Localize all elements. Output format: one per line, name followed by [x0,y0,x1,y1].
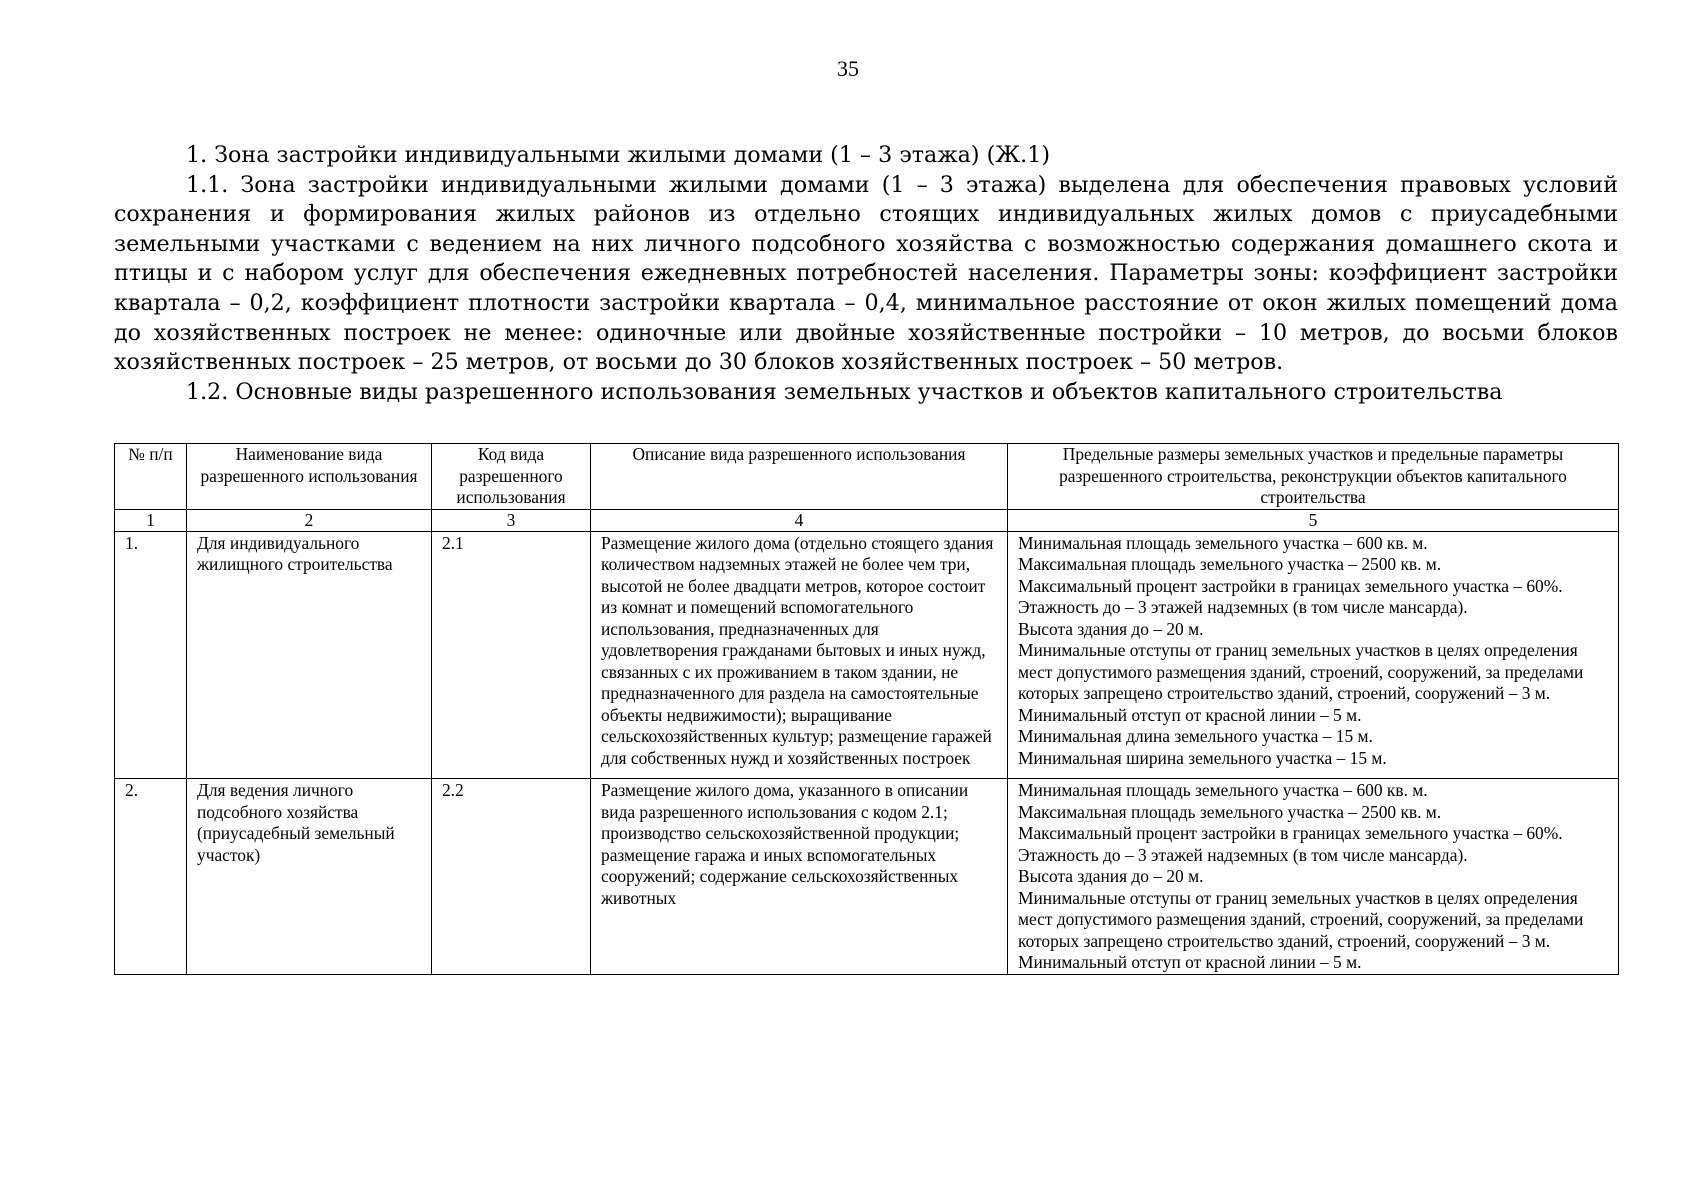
limit-line: Минимальная площадь земельного участка – 600 кв. м. [1018,532,1428,553]
table-row [115,779,1619,975]
table-column-numbers-row [115,509,1619,531]
header-number: № п/п [115,444,187,510]
table-header-row [115,444,1619,510]
use-limits [1008,779,1619,975]
column-number: 1 [115,509,187,531]
limit-line: Минимальные отступы от границ земельных участков в целях определения мест допустимого размещения зданий, строений, сооружений, за пределами которых запрещено строительство зданий, строений, сооружений – 3 м. [1018,887,1584,951]
limit-line: Минимальная длина земельного участка – 15 м. [1018,726,1373,746]
limit-line: Максимальная площадь земельного участка – 2500 кв. м. [1018,801,1442,822]
table-row [115,531,1619,779]
use-code: 2.1 [432,531,591,779]
header-use-description: Описание вида разрешенного использования [591,444,1008,510]
limit-line: Минимальные отступы от границ земельных участков в целях определения мест допустимого размещения зданий, строений, сооружений, за пределами которых запрещено строительство зданий, строений, сооружений – 3 м. [1018,640,1584,703]
subsection-heading: 1.2. Основные виды разрешенного использования земельных участков и объектов капитального строительства [186,378,1503,405]
limit-line: Высота здания до – 20 м. [1018,866,1204,886]
limit-line: Высота здания до – 20 м. [1018,618,1204,639]
use-name: Для ведения личного подсобного хозяйства (приусадебный земельный участок) [187,779,432,975]
header-use-name: Наименование вида разрешенного использования [187,444,432,510]
limit-line: Минимальная ширина земельного участка – 15 м. [1018,747,1387,768]
limit-line: Минимальная площадь земельного участка – 600 кв. м. [1018,780,1428,800]
header-use-code: Код вида разрешенного использования [432,444,591,510]
use-limits [1008,531,1619,779]
body-text [114,141,1618,407]
page-number: 35 [837,56,859,81]
limit-line: Минимальный отступ от красной линии – 5 м. [1018,704,1362,725]
row-number: 2. [115,779,187,975]
limit-line: Минимальный отступ от красной линии – 5 м. [1018,952,1362,972]
column-number: 5 [1008,509,1619,531]
use-description: Размещение жилого дома (отдельно стоящего здания количеством надземных этажей не более чем три, высотой не более двадцати метров, которое состоит из комнат и помещений вспомогательного использования, предназначенных для удовлетворения гражданами бытовых и иных нужд, связанных с их проживанием в таком здании, не предназначенного для раздела на самостоятельные объекты недвижимости); выращивание сельскохозяйственных культур; размещение гаражей для собственных нужд и хозяйственных построек [591,531,1008,779]
header-limits: Предельные размеры земельных участков и предельные параметры разрешенного строительства, реконструкции объектов капитального строительства [1008,444,1619,510]
use-name: Для индивидуального жилищного строительства [187,531,432,779]
limit-line: Максимальный процент застройки в границах земельного участка – 60%. [1018,575,1563,596]
permitted-use-table [114,443,1619,975]
use-description: Размещение жилого дома, указанного в описании вида разрешенного использования с кодом 2.1; производство сельскохозяйственной продукции; размещение гаража и иных вспомогательных сооружений; содержание сельскохозяйственных животных [591,779,1008,975]
limit-line: Этажность до – 3 этажей надземных (в том числе мансарда). [1018,844,1468,865]
limit-line: Максимальный процент застройки в границах земельного участка – 60%. [1018,823,1563,843]
zone-description-paragraph: 1.1. Зона застройки индивидуальными жилыми домами (1 – 3 этажа) выделена для обеспечения правовых условий сохранения и формирования жилых районов из отдельно стоящих индивидуальных жилых домов с приусадебными земельными участками с ведением на них личного подсобного хозяйства с возможностью содержания домашнего скота и птицы и с набором услуг для обеспечения ежедневных потребностей населения. Параметры зоны: коэффициент застройки квартала – 0,2, коэффициент плотности застройки квартала – 0,4, минимальное расстояние от окон жилых помещений дома до хозяйственных построек не менее: одиночные или двойные хозяйственные постройки – 10 метров, до восьми блоков хозяйственных построек – 25 метров, от восьми до 30 блоков хозяйственных построек – 50 метров. [114,171,1618,376]
limit-line: Этажность до – 3 этажей надземных (в том числе мансарда). [1018,597,1468,617]
column-number: 3 [432,509,591,531]
column-number: 2 [187,509,432,531]
column-number: 4 [591,509,1008,531]
limit-line: Максимальная площадь земельного участка – 2500 кв. м. [1018,554,1442,574]
row-number: 1. [115,531,187,779]
section-heading: 1. Зона застройки индивидуальными жилыми домами (1 – 3 этажа) (Ж.1) [186,142,1051,168]
use-code: 2.2 [432,779,591,975]
